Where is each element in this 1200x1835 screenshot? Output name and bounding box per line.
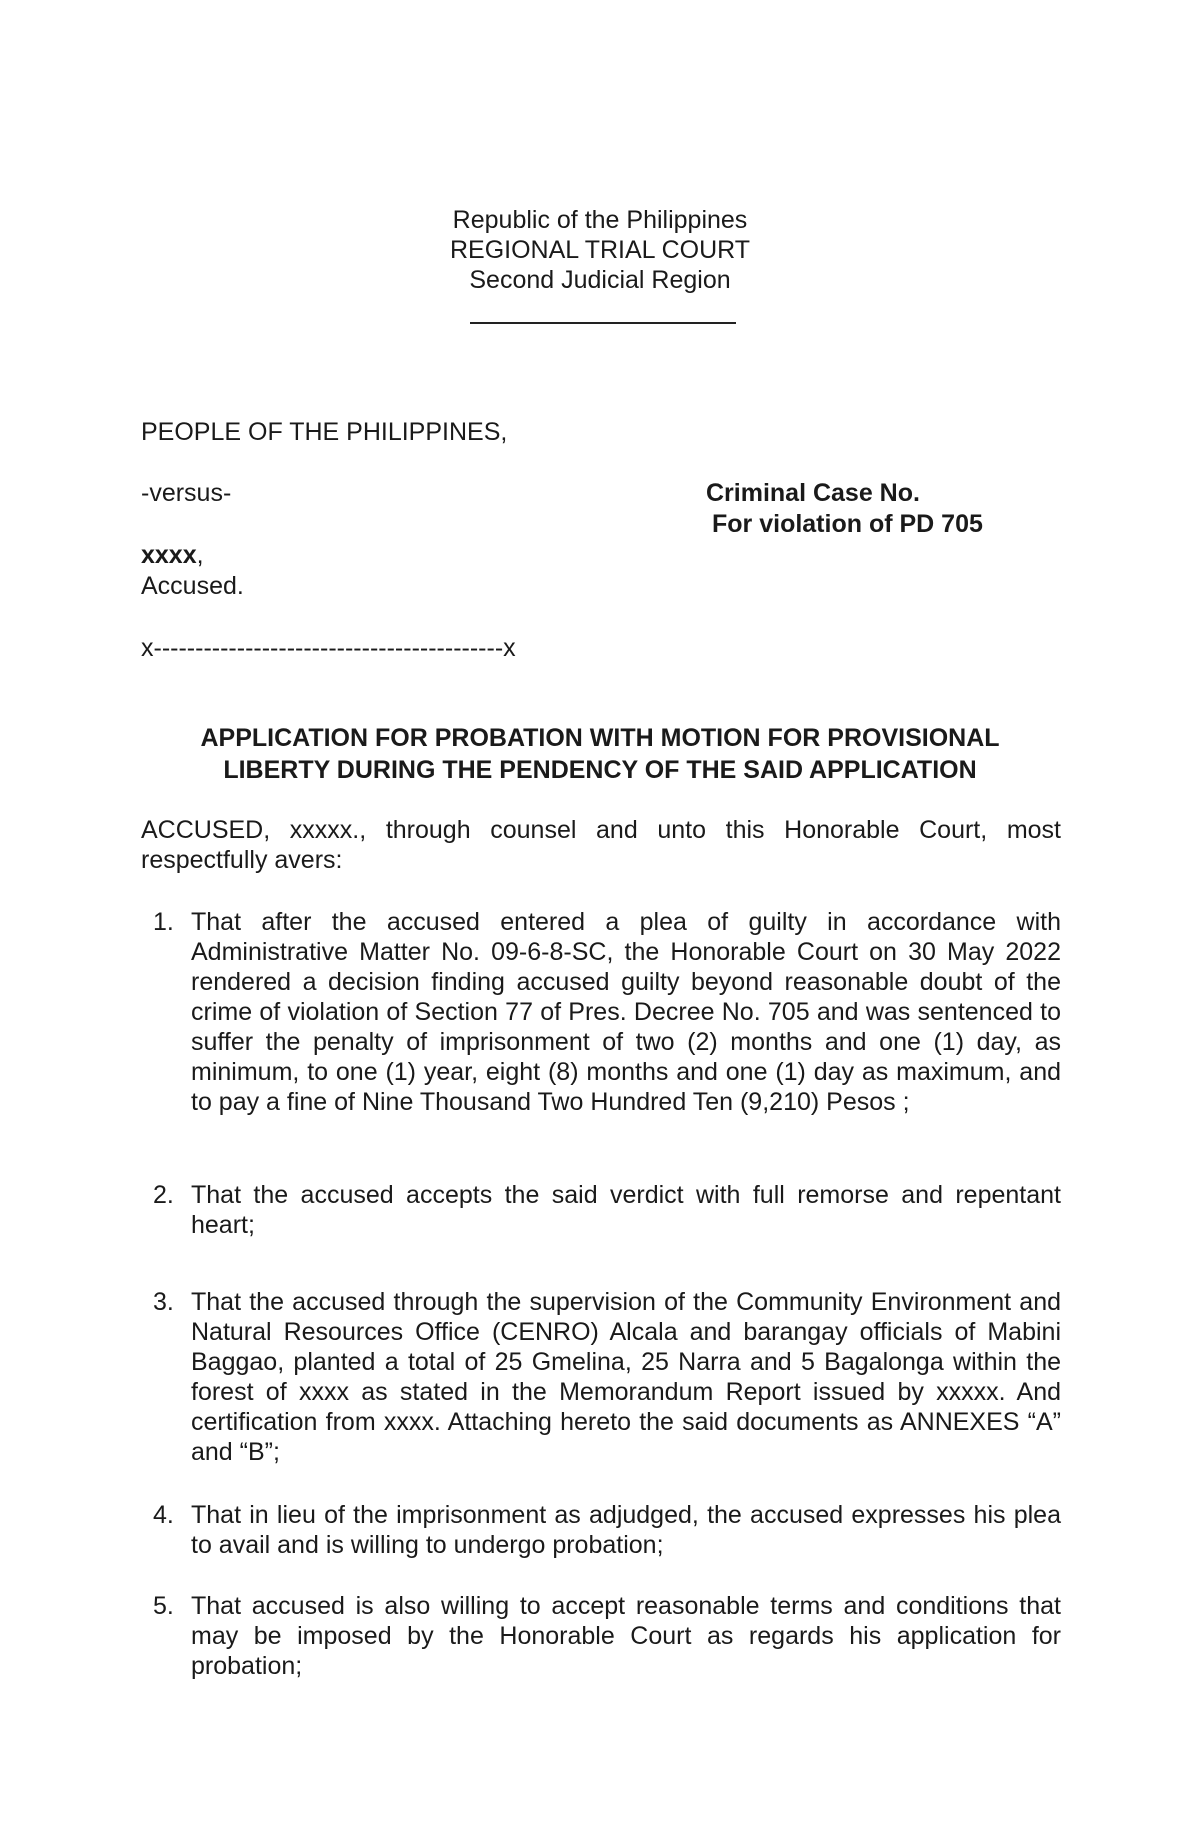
title-line-2: LIBERTY DURING THE PENDENCY OF THE SAID APPLICATION [223, 756, 977, 784]
intro-paragraph: ACCUSED, xxxxx., through counsel and unto this Honorable Court, most respectfully avers: [141, 816, 1061, 874]
accused-comma: , [196, 541, 204, 569]
accused-name-line [141, 540, 204, 570]
accused-label: Accused. [141, 572, 244, 600]
item-text: That accused is also willing to accept reasonable terms and conditions that may be imposed by the Honorable Court as regards his application for probation; [191, 1592, 1061, 1680]
item-number: 2. [153, 1181, 174, 1209]
court-header [0, 205, 1200, 295]
caption-divider: x------------------------------------------x [141, 634, 516, 662]
title-line-1: APPLICATION FOR PROBATION WITH MOTION FOR PROVISIONAL [200, 724, 1000, 752]
item-text: That after the accused entered a plea of guilty in accordance with Administrative Matter No. 09-6-8-SC, the Honorable Court on 30 May 2022 rendered a decision finding accused guilty beyond reasonable doubt of the crime of violation of Section 77 of Pres. Decree No. 705 and was sentenced to suffer the penalty of imprisonment of two (2) months and one (1) day, as minimum, to one (1) year, eight (8) months and one (1) day as maximum, and to pay a fine of Nine Thousand Two Hundred Ten (9,210) Pesos ; [191, 908, 1061, 1116]
item-text: That in lieu of the imprisonment as adjudged, the accused expresses his plea to avail and is willing to undergo probation; [191, 1501, 1061, 1559]
item-number: 4. [153, 1501, 174, 1529]
header-underline [470, 322, 736, 324]
item-text: That the accused accepts the said verdict with full remorse and repentant heart; [191, 1181, 1061, 1239]
criminal-case-number: Criminal Case No. [706, 479, 920, 507]
plaintiff-name: PEOPLE OF THE PHILIPPINES, [141, 418, 508, 446]
header-court: REGIONAL TRIAL COURT [449, 236, 751, 264]
header-republic: Republic of the Philippines [452, 206, 748, 234]
item-number: 3. [153, 1288, 174, 1316]
item-number: 1. [153, 908, 174, 936]
item-text: That the accused through the supervision of the Community Environment and Natural Resources Office (CENRO) Alcala and barangay officials of Mabini Baggao, planted a total of 25 Gmelina, 25 Narra and 5 Bagalonga within the forest of xxxx as stated in the Memorandum Report issued by xxxxx. And certification from xxxx. Attaching hereto the said documents as ANNEXES “A” and “B”; [191, 1288, 1061, 1466]
item-number: 5. [153, 1592, 174, 1620]
header-region: Second Judicial Region [469, 266, 731, 294]
violation-label: For violation of PD 705 [712, 510, 983, 538]
accused-name: xxxx [141, 541, 197, 569]
versus-label: -versus- [141, 479, 232, 507]
document-title [0, 722, 1200, 786]
